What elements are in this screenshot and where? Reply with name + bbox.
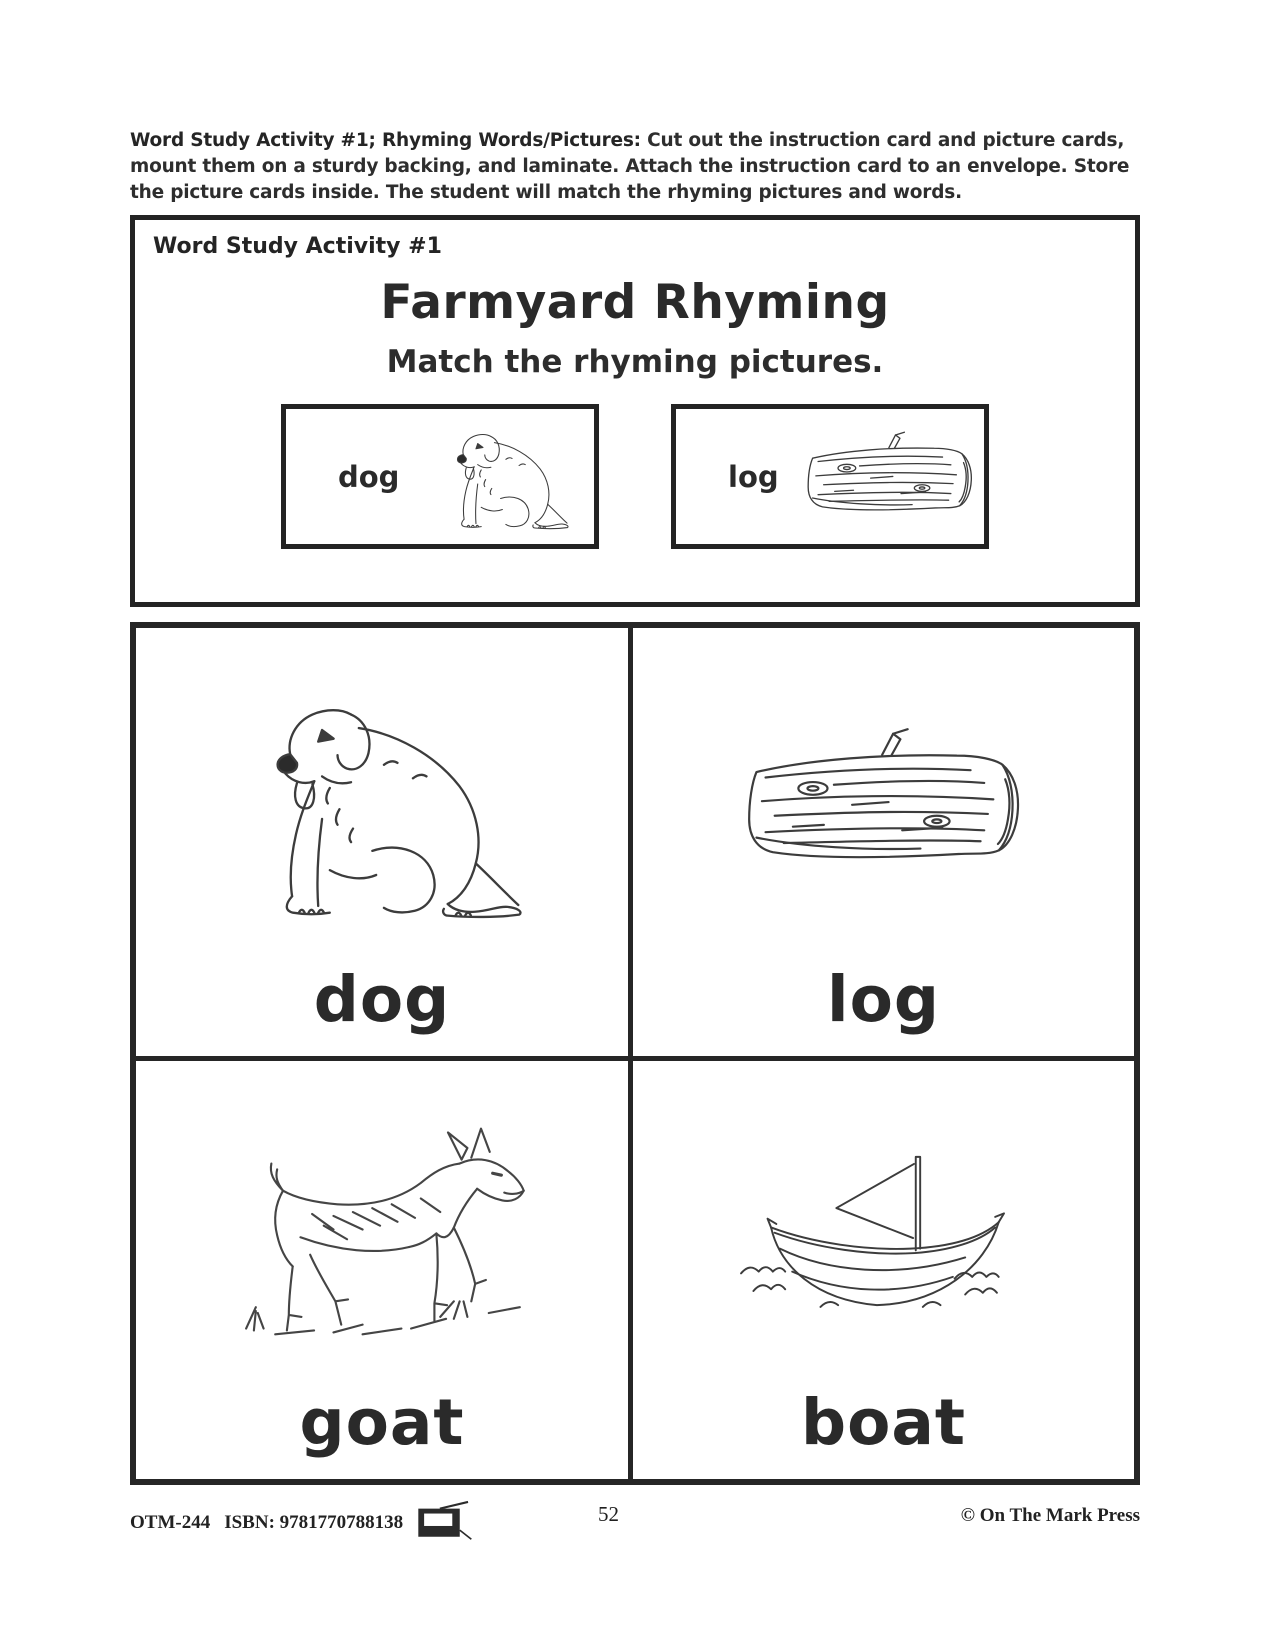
sample-card-word: log [728, 459, 779, 494]
activity-title: Farmyard Rhyming [380, 275, 890, 330]
picture-cell-log [633, 628, 1134, 1061]
page-number: 52 [598, 1502, 619, 1526]
picture-word: dog [313, 963, 451, 1036]
sample-card-log [671, 404, 989, 549]
sample-card-dog [281, 404, 599, 549]
activity-subtitle: Match the rhyming pictures. [386, 344, 884, 380]
picture-cell-goat [136, 1061, 633, 1479]
goat-illustration-icon [136, 1061, 628, 1386]
page-footer [130, 1498, 1140, 1546]
page-instructions [130, 128, 1144, 206]
picture-word: boat [800, 1386, 966, 1459]
picture-word: goat [299, 1386, 465, 1459]
instruction-card-header: Word Study Activity #1 [153, 234, 442, 259]
picture-card-grid [130, 622, 1140, 1485]
instructions-body: Cut out the instruction card and picture cards, mount them on a sturdy backing, and laminate. Attach the instruction card to an envelope. Store the picture cards inside. The student will match the rhyming pictures and words. [130, 130, 1130, 203]
log-illustration-icon [633, 628, 1134, 963]
picture-word: log [827, 963, 940, 1036]
picture-cell-boat [633, 1061, 1134, 1479]
boat-illustration-icon [633, 1061, 1134, 1386]
sample-cards-row [135, 404, 1135, 549]
instruction-card [130, 215, 1140, 607]
footer-left-group [130, 1504, 473, 1542]
product-code: OTM-244 [130, 1512, 211, 1533]
sample-card-word: dog [338, 459, 400, 494]
copyright-text: © On The Mark Press [960, 1505, 1140, 1526]
isbn-text: ISBN: 9781770788138 [224, 1512, 404, 1533]
log-illustration-icon [796, 427, 984, 527]
instructions-lead: Word Study Activity #1; Rhyming Words/Pictures: [130, 130, 641, 151]
dog-illustration-icon [136, 628, 628, 963]
on-the-mark-press-logo-icon [415, 1500, 473, 1542]
picture-cell-dog [136, 628, 633, 1061]
dog-illustration-icon [416, 417, 594, 536]
